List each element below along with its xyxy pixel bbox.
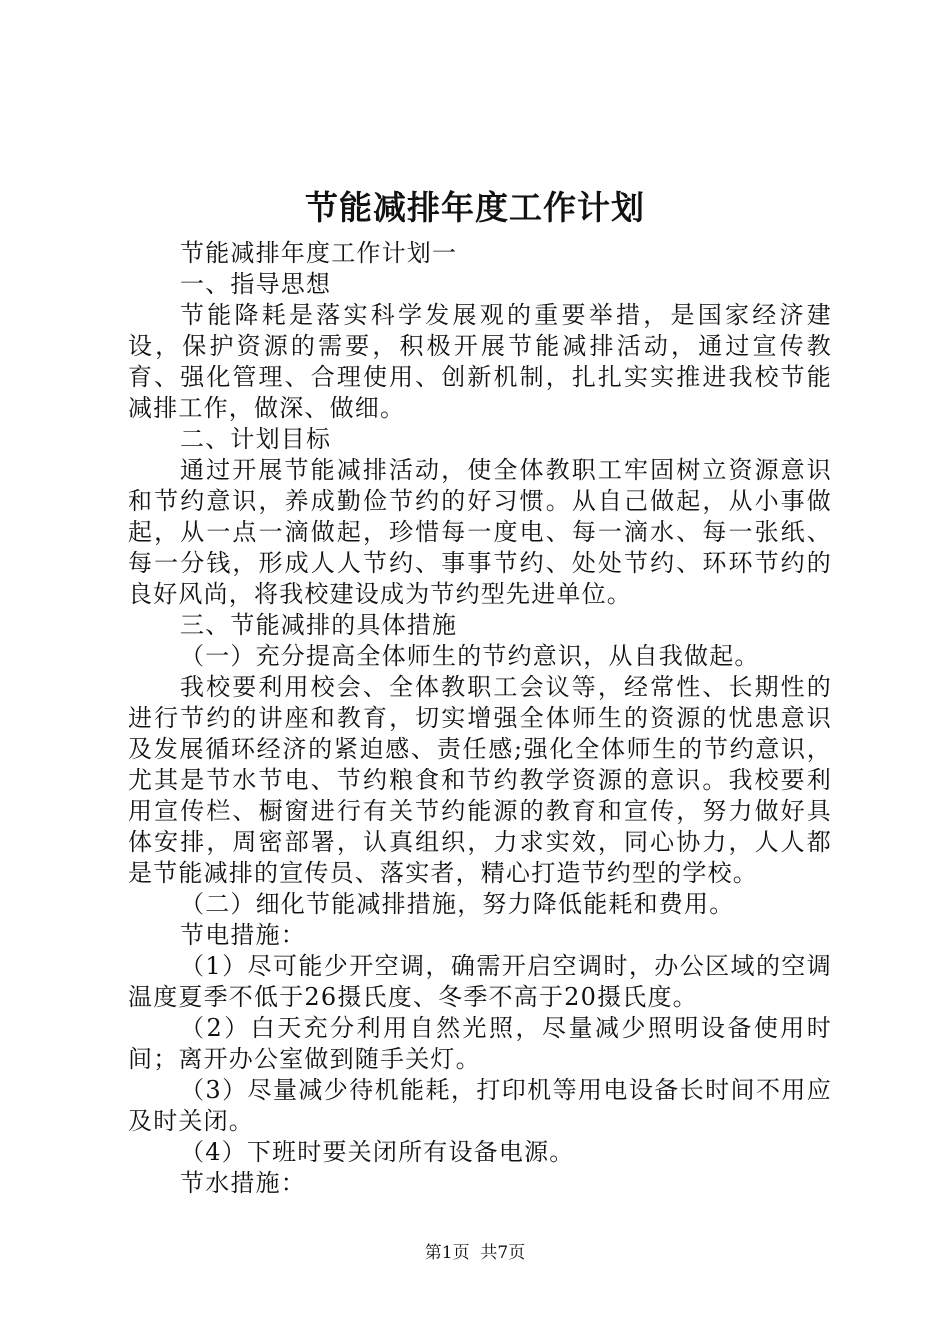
page-number: 第1页 [424, 1243, 470, 1263]
paragraph: 我校要利用校会、全体教职工会议等，经常性、长期性的进行节约的讲座和教育，切实增强全体师生的资源的忧患意识及发展循环经济的紧迫感、责任感;强化全体师生的节约意识，尤其是节水节电、节约粮食和节约教学资源的意识。我校要利用宣传栏、橱窗进行有关节约能源的教育和宣传，努力做好具体安排，周密部署，认真组织，力求实效，同心协力，人人都是节能减排的宣传员、落实者，精心打造节约型的学校。 [128, 673, 832, 887]
subsection-heading: （一）充分提高全体师生的节约意识，从自我做起。 [180, 642, 760, 670]
list-item: （1）尽可能少开空调，确需开启空调时，办公区域的空调温度夏季不低于26摄氏度、冬季不高于20摄氏度。 [128, 952, 832, 1011]
page-footer [0, 1241, 950, 1265]
section-heading: 三、节能减排的具体措施 [180, 611, 458, 639]
list-item: （3）尽量减少待机能耗，打印机等用电设备长时间不用应及时关闭。 [128, 1076, 832, 1135]
paragraph: 节能降耗是落实科学发展观的重要举措，是国家经济建设，保护资源的需要，积极开展节能减排活动，通过宣传教育、强化管理、合理使用、创新机制，扎扎实实推进我校节能减排工作，做深、做细。 [128, 301, 832, 422]
paragraph: 节能减排年度工作计划一 [180, 239, 458, 267]
page-total: 共7页 [480, 1243, 526, 1263]
document-title: 节能减排年度工作计划 [305, 188, 645, 227]
subsection-heading: （二）细化节能减排措施，努力降低能耗和费用。 [180, 890, 735, 918]
document-body [128, 238, 832, 1199]
list-item: （2）白天充分利用自然光照，尽量减少照明设备使用时间；离开办公室做到随手关灯。 [128, 1014, 832, 1073]
paragraph: 通过开展节能减排活动，使全体教职工牢固树立资源意识和节约意识，养成勤俭节约的好习惯。从自己做起，从小事做起，从一点一滴做起，珍惜每一度电、每一滴水、每一张纸、每一分钱，形成人人节约、事事节约、处处节约、环环节约的良好风尚，将我校建设成为节约型先进单位。 [128, 456, 832, 608]
list-heading: 节电措施： [180, 921, 306, 949]
section-heading: 一、指导思想 [180, 270, 332, 298]
section-heading: 二、计划目标 [180, 425, 332, 453]
list-item: （4）下班时要关闭所有设备电源。 [180, 1138, 575, 1166]
list-heading: 节水措施： [180, 1169, 306, 1197]
